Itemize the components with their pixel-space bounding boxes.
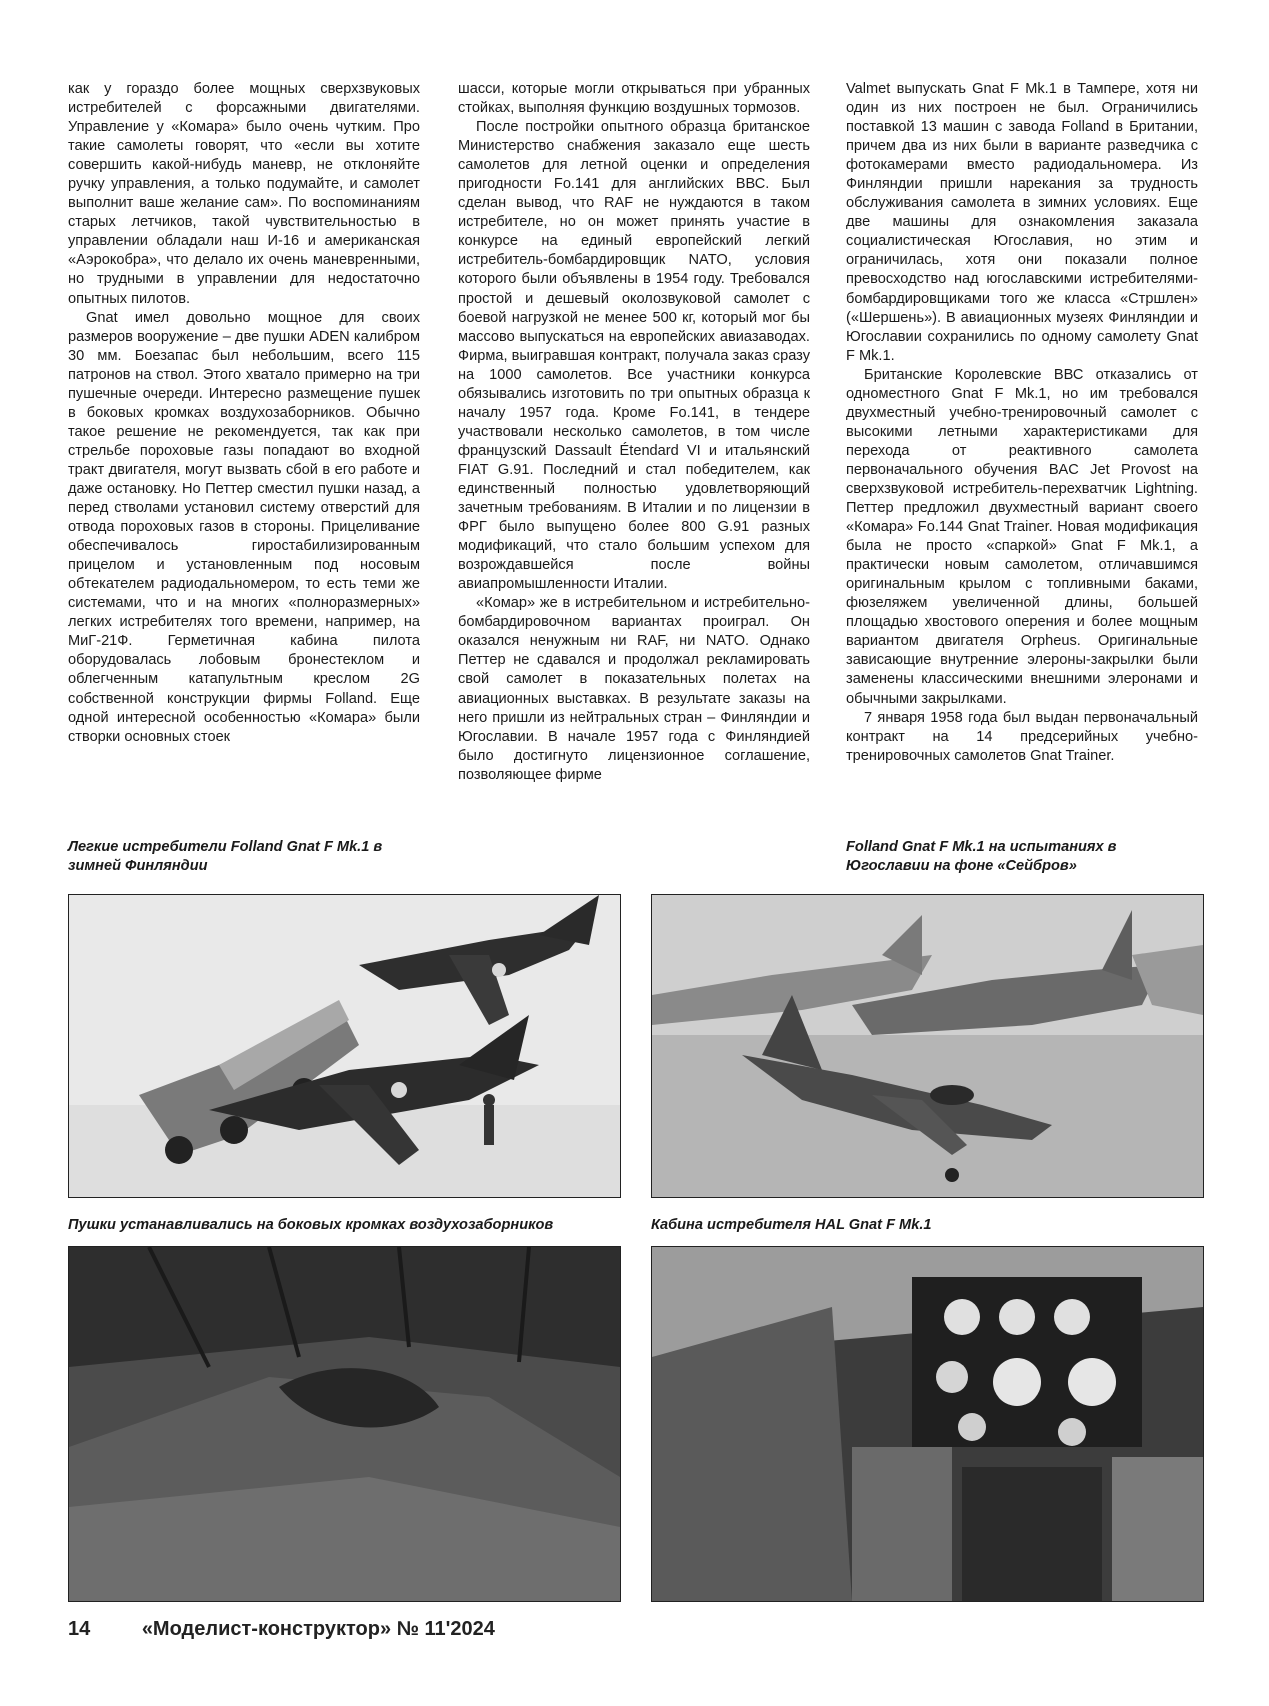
paragraph: Британские Королевские ВВС отказались от одноместного Gnat F Mk.1, но им требовался двухместный учебно-тренировочный самолет с высокими летными характеристиками для перехода от реактивного самолета первоначального обучения BAC Jet Provost на сверхзвуковой истребитель-перехватчик Lightning. Петтер предложил двухместный вариант своего «Комара» Fo.144 Gnat Trainer. Новая модификация была не просто «спаркой» Gnat F Mk.1, а практически новым самолетом, отличавшимся оригинальным крылом с топливными баками, фюзеляжем увеличенной длины, большей площадью хвостового оперения и более мощным вариантом двигателя Orpheus. Оригинальные зависающие внутренние элероны-закрылки были заменены классическими внешними элеронами и обычными закрылками. <box>846 366 1198 707</box>
instrument-panel <box>912 1277 1142 1447</box>
paragraph: Valmet выпускать Gnat F Mk.1 в Тампере, хотя ни один из них построен не был. Ограничились поставкой 13 машин с завода Folland в Британии, причем два из них были в варианте разведчика с фотокамерами вместо радиодальномера. Из Финляндии пришли нарекания за трудность обслуживания самолета в зимних условиях. Еще две машины для ознакомления заказала социалистическая Югославия, но этим и ограничилась, хотя они показали полное превосходство над югославскими истребителями-бомбардировщиками того же класса «Стршлен» («Шершень»). В авиационных музеях Финляндии и Югославии сохранились по одному самолету Gnat F Mk.1. <box>846 81 1198 364</box>
photo-cockpit <box>651 1246 1204 1602</box>
paragraph: шасси, которые могли открываться при убранных стойках, выполняя функцию воздушных тормозов. <box>458 81 810 117</box>
paragraph: как у гораздо более мощных сверхзвуковых истребителей с форсажными двигателями. Управление у «Комара» было очень чутким. Про такие самолеты говорят, что «если вы хотите совершить какой-нибудь маневр, не отклоняйте ручку управления, а только подумайте, и самолет выполнит ваше желание сам». По воспоминаниям старых летчиков, такой чувствительностью в управлении обладали наш И-16 и американская «Аэрокобра», что делало их очень маневренными, но трудными в управлении для недостаточно опытных пилотов. <box>68 81 420 307</box>
text-column-3 <box>846 80 1198 766</box>
caption-cannons: Пушки устанавливались на боковых кромках воздухозаборников <box>68 1217 554 1233</box>
text-column-2 <box>458 80 810 785</box>
side-console <box>852 1447 1203 1601</box>
caption-yugoslavia: Folland Gnat F Mk.1 на испытаниях в Югославии на фоне «Сейбров» <box>846 839 1117 874</box>
paragraph: «Комар» же в истребительном и истребительно-бомбардировочном вариантах проиграл. Он оказался ненужным ни RAF, ни NATO. Однако Петтер не сдавался и продолжал рекламировать свой самолет в показательных полетах на авиационных выставках. В результате заказы на него пришли из нейтральных стран – Финляндии и Югославии. В начале 1957 года с Финляндией было достигнуто лицензионное соглашение, позволяющее фирме <box>458 595 810 783</box>
text-column-1 <box>68 80 420 747</box>
magazine-title: «Моделист-конструктор» № 11'2024 <box>141 1618 495 1640</box>
photo-winter-finland <box>68 894 621 1198</box>
page-footer <box>68 1618 495 1641</box>
photo-intake-cannon <box>68 1246 621 1602</box>
caption-finland: Легкие истребители Folland Gnat F Mk.1 в зимней Финляндии <box>68 839 383 874</box>
page-number: 14 <box>68 1618 91 1640</box>
paragraph: Gnat имел довольно мощное для своих размеров вооружение – две пушки ADEN калибром 30 мм. Боезапас был небольшим, всего 115 патронов на ствол. Этого хватало примерно на три пушечные очереди. Интересно размещение пушек в боковых кромках воздухозаборников. Обычно такое решение не рекомендуется, так как при стрельбе пороховые газы попадают во входной тракт двигателя, могут вызвать сбой в его работе и даже остановку. Но Петтер сместил пушки назад, а перед стволами установил систему отверстий для отвода пороховых газов в стороны. Прицеливание обеспечивалось гиростабилизированным прицелом и установленным под носовым обтекателем радиодальномером, то есть теми же системами, что и на многих «полноразмерных» легких истребителях того времени, например, на МиГ-21Ф. Герметичная кабина пилота оборудовалась лобовым бронестеклом и облегченным катапультным креслом 2G собственной конструкции фирмы Folland. Еще одной интересной особенностью «Комара» были створки основных стоек <box>68 309 420 745</box>
photo-yugoslavia-sabres <box>651 894 1204 1198</box>
ground-crew <box>483 1094 495 1145</box>
paragraph: 7 января 1958 года был выдан первоначальный контракт на 14 предсерийных учебно-тренировочных самолетов Gnat Trainer. <box>846 709 1198 764</box>
paragraph: После постройки опытного образца британское Министерство снабжения заказало еще шесть самолетов для летной оценки и определения пригодности Fo.141 для английских ВВС. Был сделан вывод, что RAF не нуждаются в таком истребителе, но он может принять участие в конкурсе на единый европейский легкий истребитель-бомбардировщик NATO, условия которого были объявлены в 1954 году. Требовался простой и дешевый околозвуковой самолет с боевой нагрузкой не менее 500 кг, который мог бы массово выпускаться на европейских авиазаводах. Фирма, выигравшая контракт, получала заказ сразу на 1000 самолетов. Все участники конкурса обязывались изготовить по три опытных образца к началу 1957 года. Кроме Fo.141, в тендере участвовали несколько самолетов, в том числе французский Dassault Étendard VI и итальянский FIAT G.91. Последний и стал победителем, как единственный полностью удовлетворяющий зачетным требованиям. В Италии и по лицензии в ФРГ было выпущено более 800 G.91 разных модификаций, что стало большим успехом для возрождавшейся после войны авиапромышленности Италии. <box>458 119 810 593</box>
caption-cockpit: Кабина истребителя HAL Gnat F Mk.1 <box>651 1217 932 1233</box>
